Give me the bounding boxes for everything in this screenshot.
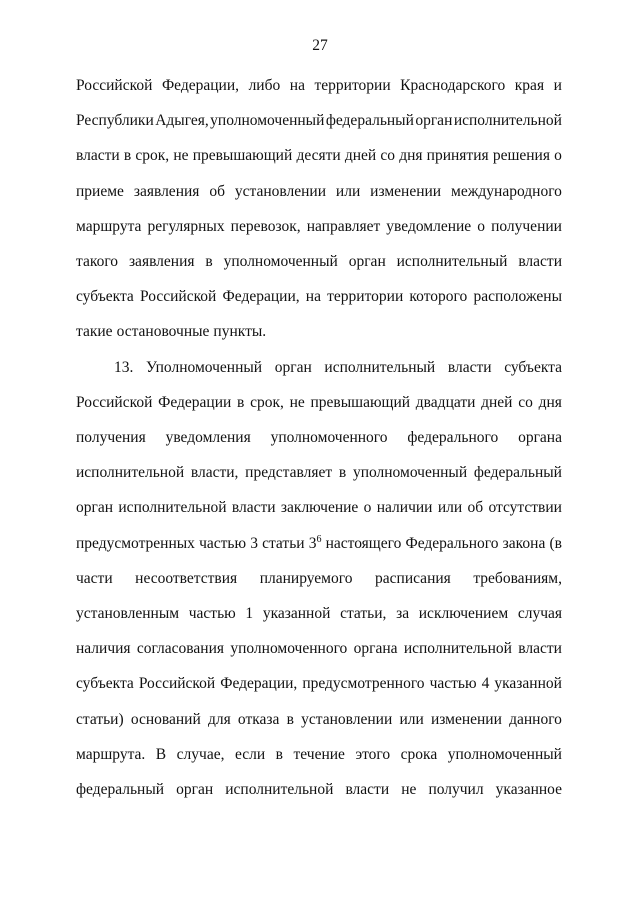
text-line: предусмотренных частью 3 статьи $3^6$ настоящего Федерального закона (в: [76, 533, 562, 552]
text-line: статьи) оснований для отказа в установлении или изменении данного: [76, 710, 562, 728]
text-line: 13. Уполномоченный орган исполнительный власти субъекта: [114, 358, 562, 376]
text-line: части несоответствия планируемого расписания требованиям,: [76, 569, 562, 587]
text-line: Российской Федерации, либо на территории Краснодарского края и: [76, 77, 562, 94]
text-line: приеме заявления об установлении или изменении международного: [76, 182, 562, 200]
text-line: такие остановочные пункты.: [76, 323, 267, 341]
text-line: наличия согласования уполномоченного органа исполнительной власти: [76, 640, 562, 658]
text-line: маршрута регулярных перевозок, направляет уведомление о получении: [76, 217, 562, 235]
text-line: субъекта Российской Федерации, предусмотренного частью 4 указанной: [76, 675, 562, 693]
text-line: Республики Адыгея, уполномоченный федеральный орган исполнительной: [76, 112, 562, 130]
page-number: 27: [312, 37, 328, 54]
text-line: Российской Федерации в срок, не превышающий двадцати дней со дня: [76, 393, 562, 411]
text-line: власти в срок, не превышающий десяти дней со дня принятия решения о: [76, 147, 562, 165]
text-line: установленным частью 1 указанной статьи, за исключением случая: [76, 605, 562, 622]
text-line: такого заявления в уполномоченный орган исполнительный власти: [76, 253, 562, 270]
text-line: орган исполнительной власти заключение о наличии или об отсутствии: [76, 499, 562, 517]
text-line: получения уведомления уполномоченного федерального органа: [76, 429, 562, 446]
text-line: субъекта Российской Федерации, на территории которого расположены: [76, 288, 562, 306]
text-line: федеральный орган исполнительной власти не получил указанное: [76, 781, 562, 798]
text-line: исполнительной власти, представляет в уполномоченный федеральный: [76, 464, 562, 482]
text-line: маршрута. В случае, если в течение этого срока уполномоченный: [76, 745, 562, 763]
